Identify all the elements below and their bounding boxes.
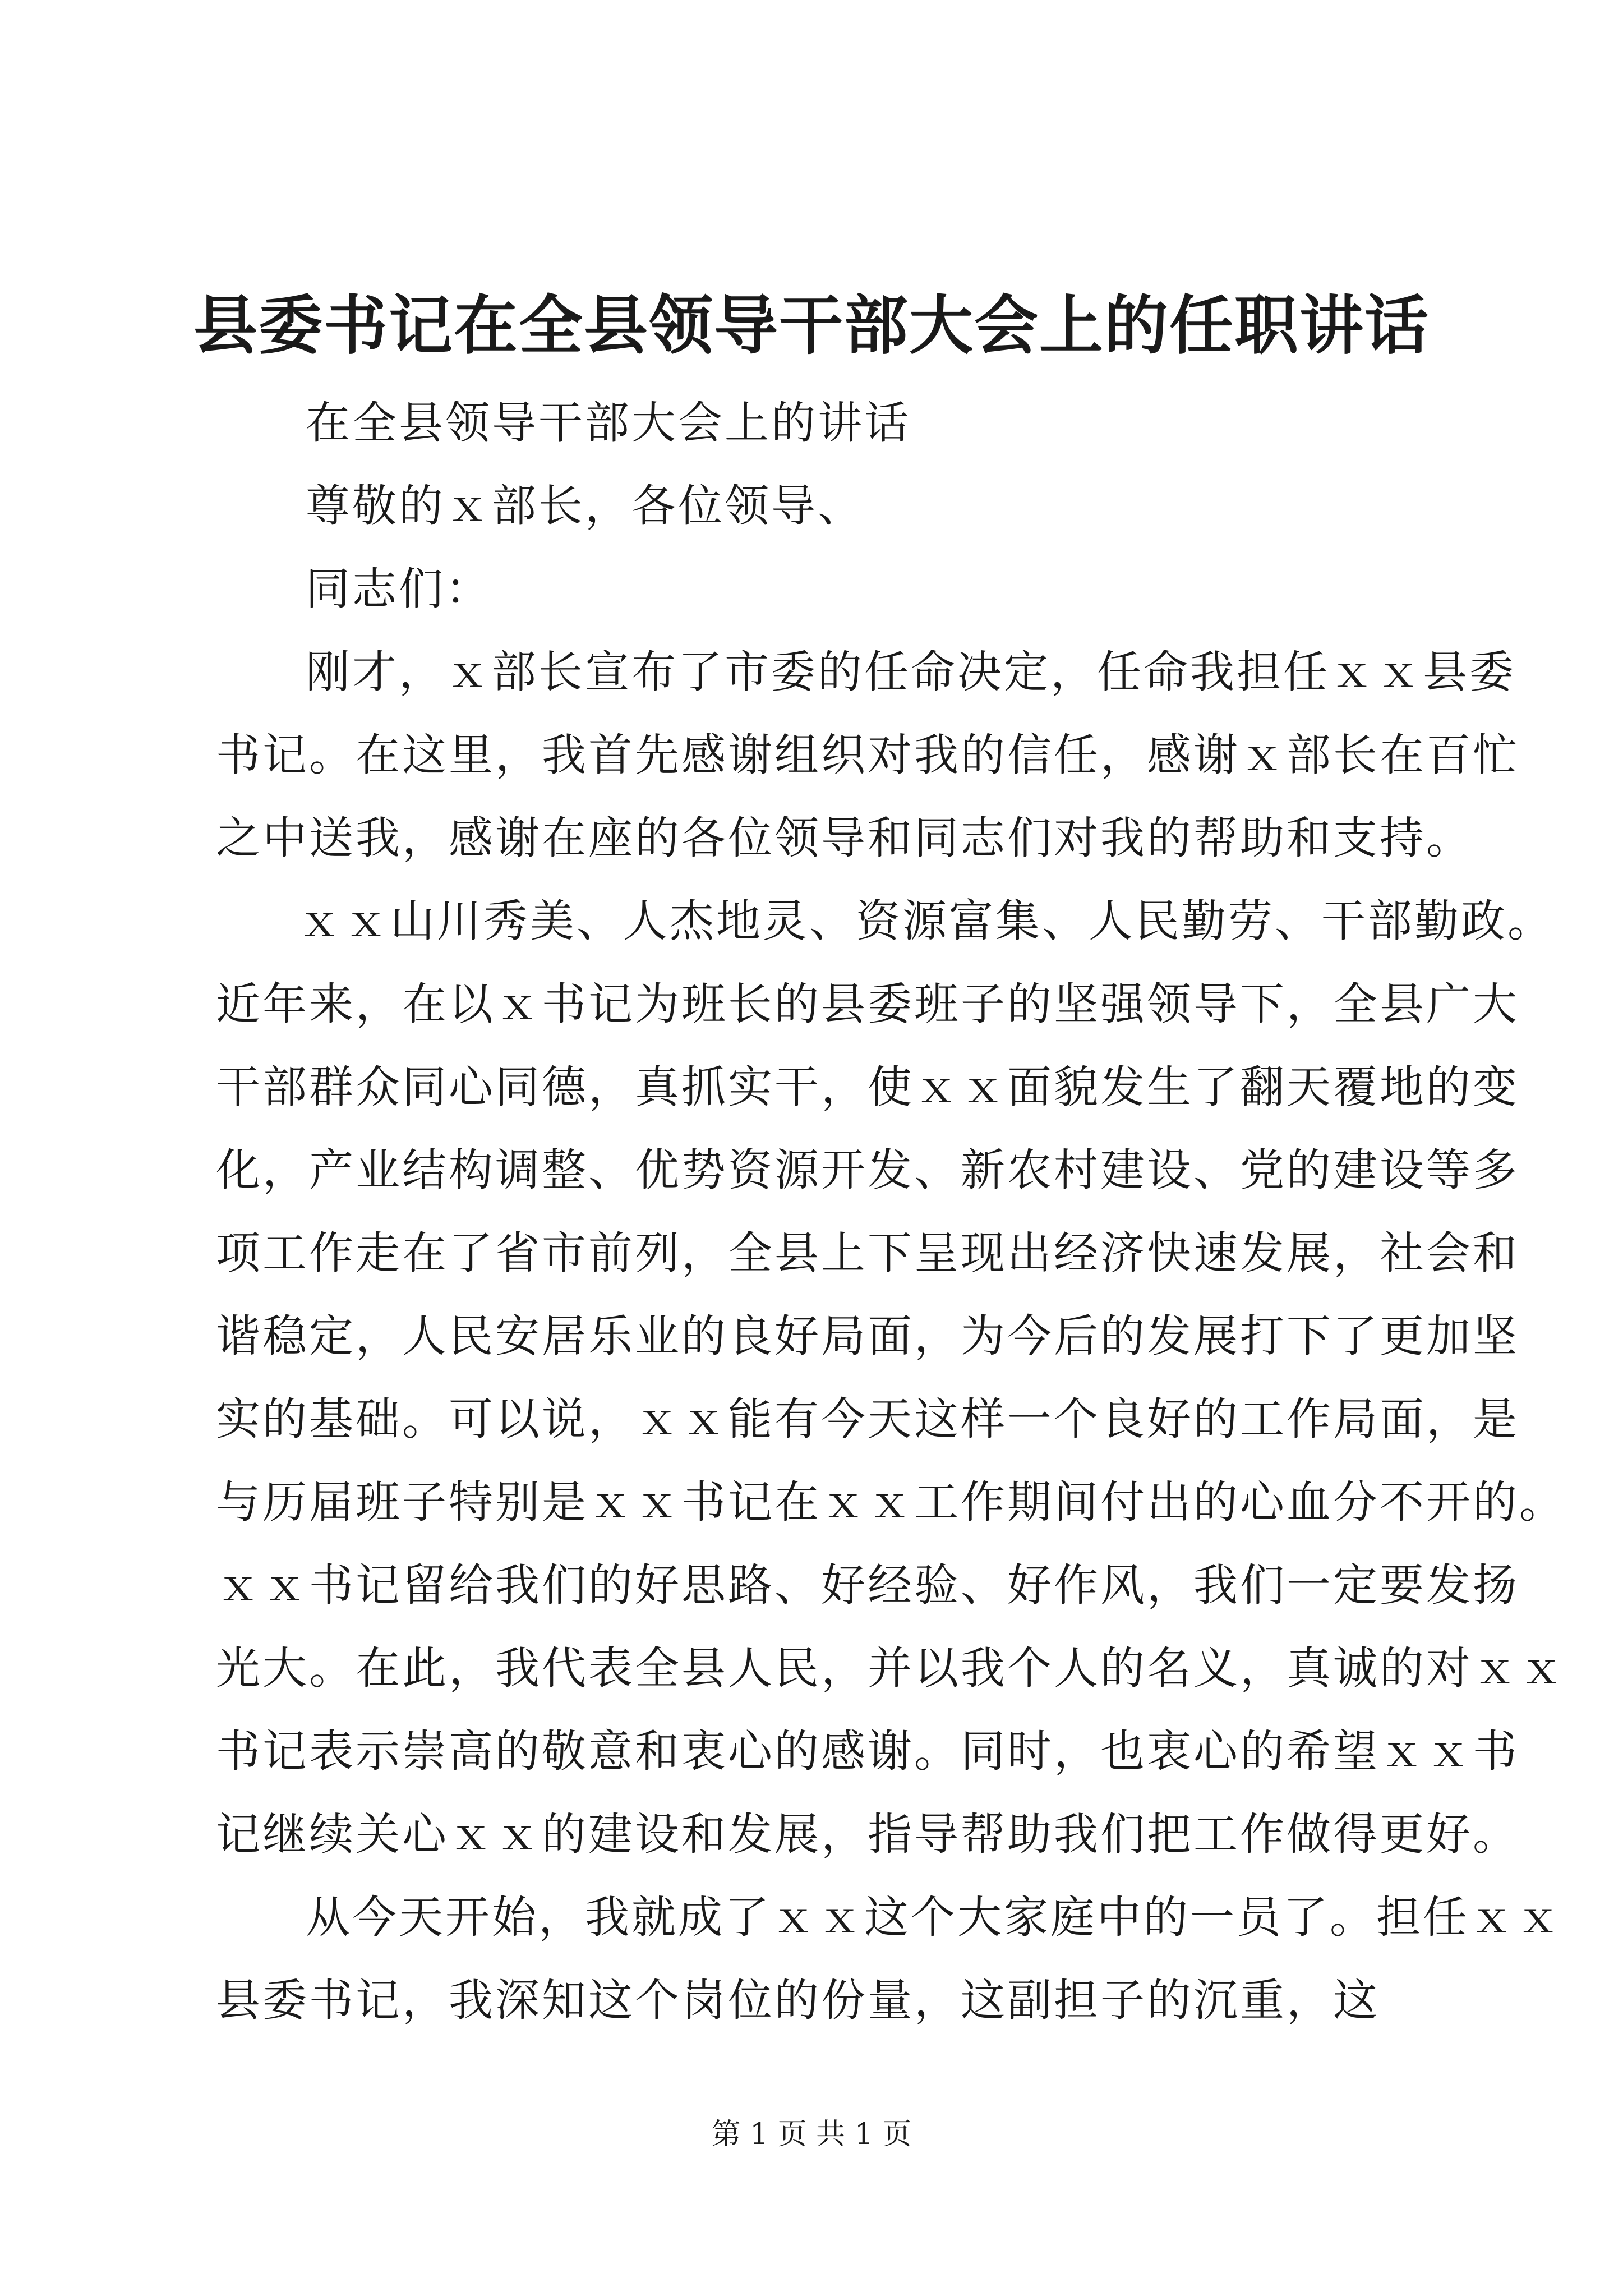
document-title: 县委书记在全县领导干部大会上的任职讲话 xyxy=(193,288,1430,363)
paragraph-line: 之中送我，感谢在座的各位领导和同志们对我的帮助和支持。 xyxy=(216,812,1473,864)
paragraph-line: 县委书记，我深知这个岗位的份量，这副担子的沉重，这 xyxy=(216,1975,1380,2026)
page-number-footer: 第 1 页 共 1 页 xyxy=(711,2118,912,2151)
paragraph-line: ｘｘ书记留给我们的好思路、好经验、好作风，我们一定要发扬 xyxy=(216,1559,1519,1611)
paragraph-line: 谐稳定，人民安居乐业的良好局面，为今后的发展打下了更加坚 xyxy=(216,1310,1519,1362)
paragraph-line: 从今天开始，我就成了ｘｘ这个大家庭中的一员了。担任ｘｘ xyxy=(306,1892,1562,1943)
paragraph-line: 书记。在这里，我首先感谢组织对我的信任，感谢ｘ部长在百忙 xyxy=(216,729,1519,781)
paragraph-line: 项工作走在了省市前列，全县上下呈现出经济快速发展，社会和 xyxy=(216,1227,1519,1279)
paragraph-line: 光大。在此，我代表全县人民，并以我个人的名义，真诚的对ｘｘ xyxy=(216,1642,1566,1694)
paragraph-line: 与历届班子特别是ｘｘ书记在ｘｘ工作期间付出的心血分不开的。 xyxy=(216,1476,1566,1528)
paragraph-line: 实的基础。可以说，ｘｘ能有今天这样一个良好的工作局面，是 xyxy=(216,1393,1519,1445)
paragraph-line: ｘｘ山川秀美、人杰地灵、资源富集、人民勤劳、干部勤政。 xyxy=(297,895,1554,947)
paragraph-line: 刚才，ｘ部长宣布了市委的任命决定，任命我担任ｘｘ县委 xyxy=(306,646,1516,698)
paragraph-line: 书记表示崇高的敬意和衷心的感谢。同时，也衷心的希望ｘｘ书 xyxy=(216,1726,1519,1777)
paragraph-line: 近年来，在以ｘ书记为班长的县委班子的坚强领导下，全县广大 xyxy=(216,978,1519,1030)
subtitle-line: 在全县领导干部大会上的讲话 xyxy=(306,397,911,449)
paragraph-line: 化，产业结构调整、优势资源开发、新农村建设、党的建设等多 xyxy=(216,1144,1519,1196)
document-body xyxy=(216,381,1566,2042)
paragraph-line: 干部群众同心同德，真抓实干，使ｘｘ面貌发生了翻天覆地的变 xyxy=(216,1061,1519,1113)
paragraph-line: 记继续关心ｘｘ的建设和发展，指导帮助我们把工作做得更好。 xyxy=(216,1809,1519,1860)
salutation-line: 尊敬的ｘ部长，各位领导、 xyxy=(306,480,864,532)
salutation-line: 同志们： xyxy=(306,563,492,615)
